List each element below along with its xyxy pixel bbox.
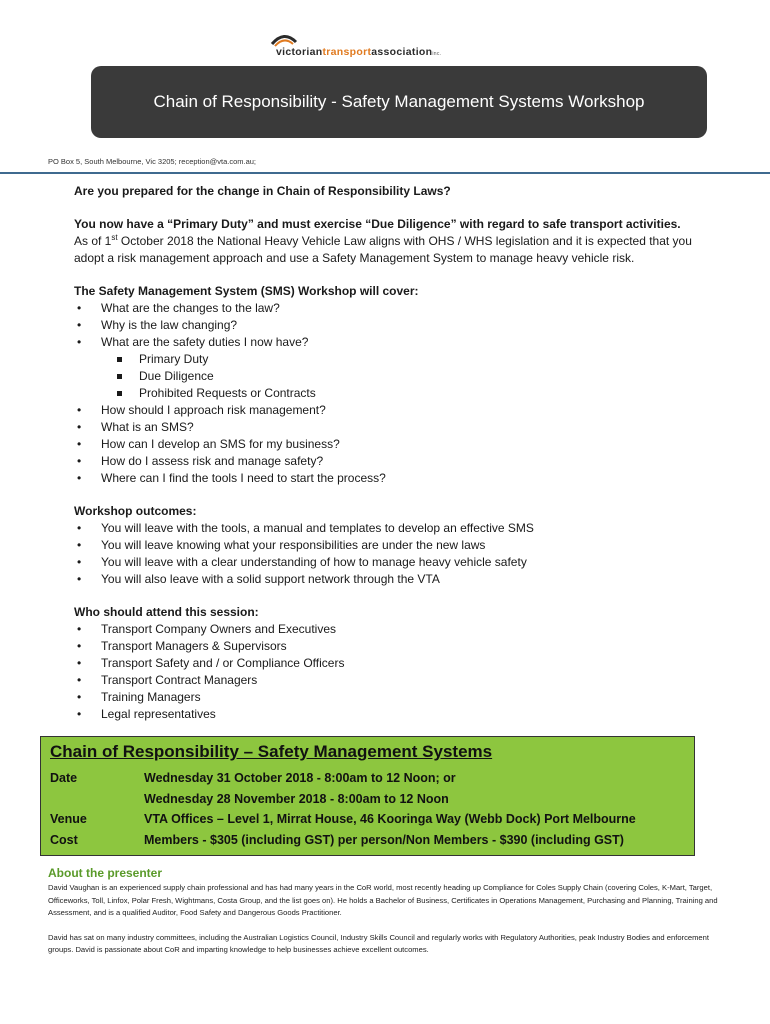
- list-item: • How do I assess risk and manage safety?: [74, 453, 724, 470]
- list-item: • Legal representatives: [74, 706, 724, 723]
- list-subitem: Due Diligence: [112, 368, 724, 385]
- sms-list-continued: [74, 402, 724, 487]
- presenter-heading: About the presenter: [48, 866, 163, 880]
- list-item: • Transport Safety and / or Compliance Officers: [74, 655, 724, 672]
- list-item: • What are the changes to the law?: [74, 300, 724, 317]
- intro-duty: You now have a “Primary Duty” and must exercise “Due Diligence” with regard to safe transport activities.: [74, 217, 681, 231]
- event-title: Chain of Responsibility – Safety Management Systems: [50, 742, 493, 761]
- sms-heading: The Safety Management System (SMS) Workshop will cover:: [74, 284, 419, 298]
- header-divider: [0, 172, 770, 174]
- contact-address: PO Box 5, South Melbourne, Vic 3205; reception@vta.com.au;: [48, 157, 257, 166]
- vta-logo: [270, 28, 510, 60]
- list-item: • You will also leave with a solid support network through the VTA: [74, 571, 724, 588]
- venue-value: VTA Offices – Level 1, Mirrat House, 46 Kooringa Way (Webb Dock) Port Melbourne: [144, 812, 636, 826]
- list-item: • How can I develop an SMS for my business?: [74, 436, 724, 453]
- list-item: • Transport Contract Managers: [74, 672, 724, 689]
- list-item: • What is an SMS?: [74, 419, 724, 436]
- venue-label: Venue: [50, 812, 87, 826]
- list-item: • Where can I find the tools I need to start the process?: [74, 470, 724, 487]
- list-item: • Transport Company Owners and Executives: [74, 621, 724, 638]
- list-item: • Why is the law changing?: [74, 317, 724, 334]
- presenter-paragraph-1: David Vaughan is an experienced supply chain professional and has had many years in the CoR world, most recently heading up Compliance for Coles Supply Chain (covering Coles, K-Mart, Target, Officeworks, Toll, Linfox, Polar Fresh, Wightmans, Costa Group, and the list goes on). He holds a Bachelor of Business, Certificates in Operations Management, Purchasing and Planning, Training and Assessment, and is a qualified Auditor, Food Safety and Dangerous Goods Practitioner.: [48, 883, 718, 917]
- page-title: Chain of Responsibility - Safety Management Systems Workshop: [153, 92, 645, 111]
- logo-wordmark: victoriantransportassociationinc.: [276, 46, 442, 58]
- intro-paragraph: As of 1st October 2018 the National Heavy Vehicle Law aligns with OHS / WHS legislation and it is expected that you adopt a risk management approach and use a Safety Management System to manage heavy vehicle risk.: [74, 233, 692, 265]
- list-item: • How should I approach risk management?: [74, 402, 724, 419]
- list-subitem: Prohibited Requests or Contracts: [112, 385, 724, 402]
- date-value-1: Wednesday 31 October 2018 - 8:00am to 12 Noon; or: [144, 771, 456, 785]
- sms-list: [74, 300, 724, 351]
- list-subitem: Primary Duty: [112, 351, 724, 368]
- presenter-bio: [48, 882, 728, 957]
- attend-list: [74, 621, 724, 723]
- attend-heading: Who should attend this session:: [74, 605, 259, 619]
- cost-value: Members - $305 (including GST) per person/Non Members - $390 (including GST): [144, 833, 624, 847]
- date-value-2: Wednesday 28 November 2018 - 8:00am to 12 Noon: [144, 792, 449, 806]
- sms-sublist: [74, 351, 724, 402]
- list-item: • You will leave knowing what your responsibilities are under the new laws: [74, 537, 724, 554]
- event-details-box: [40, 736, 695, 856]
- outcomes-heading: Workshop outcomes:: [74, 504, 197, 518]
- title-banner: [91, 66, 707, 138]
- main-content: [74, 183, 724, 723]
- cost-label: Cost: [50, 833, 78, 847]
- intro-question: Are you prepared for the change in Chain of Responsibility Laws?: [74, 184, 451, 198]
- presenter-paragraph-2: David has sat on many industry committees, including the Australian Logistics Council, Industry Skills Council and regularly works with Regulatory Authorities, peak Industry Bodies and enforcement groups. David is passionate about CoR and imparting knowledge to help businesses achieve excellent outcomes.: [48, 932, 709, 954]
- list-item: • You will leave with the tools, a manual and templates to develop an effective SMS: [74, 520, 724, 537]
- list-item: • You will leave with a clear understanding of how to manage heavy vehicle safety: [74, 554, 724, 571]
- date-label: Date: [50, 771, 78, 785]
- list-item: • Transport Managers & Supervisors: [74, 638, 724, 655]
- list-item: • What are the safety duties I now have?: [74, 334, 724, 351]
- outcomes-list: [74, 520, 724, 588]
- list-item: • Training Managers: [74, 689, 724, 706]
